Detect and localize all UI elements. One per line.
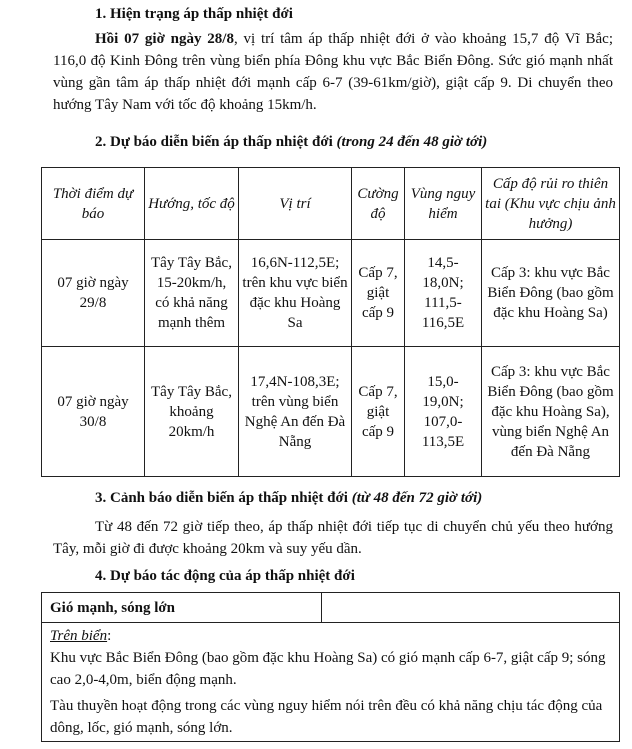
section-1-lead: Hồi 07 giờ ngày 28/8 [95,31,234,47]
section-2-heading-text: 2. Dự báo diễn biến áp thấp nhiệt đới [95,134,333,150]
impact-body-cell [42,623,620,742]
cell-risk-level: Cấp 3: khu vực Bắc Biển Đông (bao gồm đặc khu Hoàng Sa), vùng biển Nghệ An đến Đà Nẵng [482,347,620,477]
section-4-heading: 4. Dự báo tác động của áp thấp nhiệt đới [95,568,355,584]
table-row [42,347,620,477]
table-row [42,240,620,347]
section-1-heading: 1. Hiện trạng áp thấp nhiệt đới [95,6,293,22]
column-header-danger-zone: Vùng nguy hiểm [405,168,482,240]
cell-direction: Tây Tây Bắc, khoảng 20km/h [145,347,239,477]
impact-table [41,592,620,742]
forecast-table-header-row [42,168,620,240]
section-1-body: , vị trí tâm áp thấp nhiệt đới ở vào khoảng 15,7 độ Vĩ Bắc; 116,0 độ Kinh Đông trên vùng biển phía Đông khu vực Bắc Biển Đông. Sức gió mạnh nhất vùng gần tâm áp thấp nhiệt đới mạnh cấp 6-7 (39-61km/giờ), giật cấp 9. Di chuyển theo hướng Tây Nam với tốc độ khoảng 15km/h. [53,31,613,113]
column-header-position: Vị trí [239,168,352,240]
section-3-heading-text: 3. Cảnh báo diễn biến áp thấp nhiệt đới [95,490,348,506]
section-3-paragraph: Từ 48 đến 72 giờ tiếp theo, áp thấp nhiệt đới tiếp tục di chuyển chủ yếu theo hướng Tây, mỗi giờ đi được khoảng 20km và suy yếu dần. [53,519,613,557]
cell-time: 07 giờ ngày 29/8 [42,240,145,347]
forecast-table [41,167,620,477]
column-header-risk-level: Cấp độ rủi ro thiên tai (Khu vực chịu ảnh hưởng) [482,168,620,240]
impact-header-cell: Gió mạnh, sóng lớn [42,593,322,623]
column-header-direction: Hướng, tốc độ [145,168,239,240]
column-header-time: Thời điểm dự báo [42,168,145,240]
section-1-paragraph [53,28,613,116]
cell-intensity: Cấp 7, giật cấp 9 [352,240,405,347]
sea-label-line [50,625,611,647]
cell-risk-level: Cấp 3: khu vực Bắc Biển Đông (bao gồm đặc khu Hoàng Sa) [482,240,620,347]
impact-header-empty-cell [322,593,620,623]
column-header-intensity: Cường độ [352,168,405,240]
cell-position: 17,4N-108,3E; trên vùng biển Nghệ An đến Đà Nẵng [239,347,352,477]
section-2-heading-italic: (trong 24 đến 48 giờ tới) [336,134,488,150]
sea-label: Trên biển [50,628,108,644]
section-3-heading-italic: (từ 48 đến 72 giờ tới) [351,490,483,506]
sea-label-colon: : [107,628,112,644]
impact-paragraph-1: Khu vực Bắc Biển Đông (bao gồm đặc khu Hoàng Sa) có gió mạnh cấp 6-7, giật cấp 9; sóng cao 2,0-4,0m, biển động mạnh. [50,650,606,688]
cell-danger-zone: 15,0-19,0N; 107,0-113,5E [405,347,482,477]
cell-danger-zone: 14,5-18,0N; 111,5-116,5E [405,240,482,347]
impact-body-row [42,623,620,742]
section-2-heading [95,134,487,151]
cell-time: 07 giờ ngày 30/8 [42,347,145,477]
cell-direction: Tây Tây Bắc, 15-20km/h, có khả năng mạnh thêm [145,240,239,347]
impact-header-row [42,593,620,623]
section-3-heading [95,490,482,507]
impact-paragraph-2: Tàu thuyền hoạt động trong các vùng nguy hiểm nói trên đều có khả năng chịu tác động của dông, lốc, gió mạnh, sóng lớn. [50,698,603,736]
cell-intensity: Cấp 7, giật cấp 9 [352,347,405,477]
cell-position: 16,6N-112,5E; trên khu vực biển đặc khu Hoàng Sa [239,240,352,347]
